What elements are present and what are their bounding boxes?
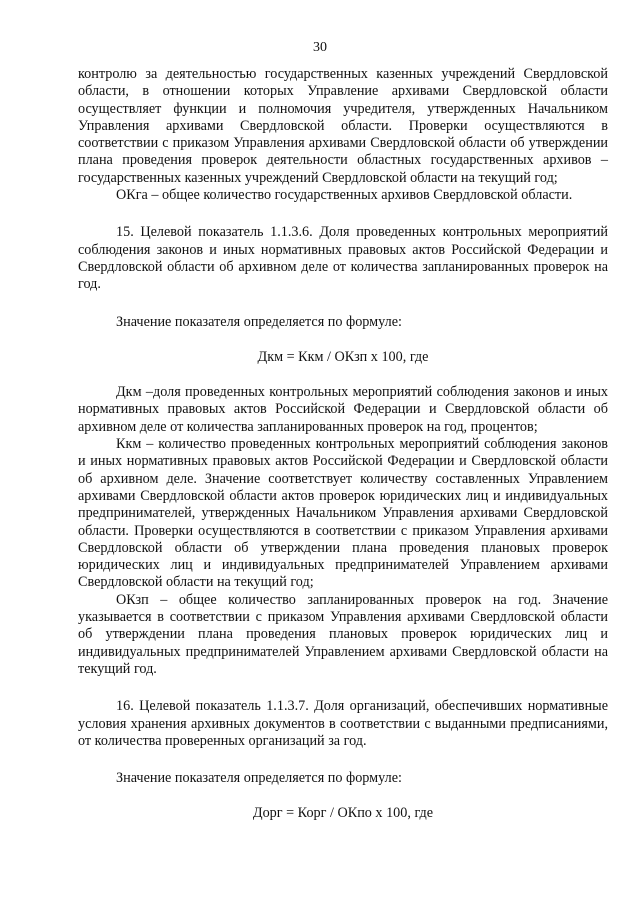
paragraph-indicator-15: 15. Целевой показатель 1.1.3.6. Доля проведенных контрольных мероприятий соблюдения законов и иных нормативных правовых актов Российской Федерации и Свердловской области об архивном деле от количества запланированных проверок на год. [78, 224, 608, 293]
paragraph-okzp-definition: ОКзп – общее количество запланированных проверок на год. Значение указывается в соответствии с приказом Управления архивами Свердловской области об утверждении плана проведения плановых проверок юридических лиц и индивидуальных предпринимателей Управлением архивами Свердловской области на текущий год. [78, 591, 608, 677]
formula-dkm: Дкм = Ккм / ОКзп х 100, где [257, 348, 429, 365]
document-body [78, 66, 608, 841]
paragraph-dkm-definition: Дкм –доля проведенных контрольных мероприятий соблюдения законов и иных нормативных правовых актов Российской Федерации и Свердловской области об архивном деле от количества запланированных проверок на год, процентов; [78, 384, 608, 435]
paragraph-kkm-definition: Ккм – количество проведенных контрольных мероприятий соблюдения законов и иных нормативных правовых актов Российской Федерации и Свердловской области об архивном деле. Значение соответствует количеству составленных Управлением архивами Свердловской области актов проверок юридических лиц и индивидуальных предпринимателей, утвержденных Начальником Управления архивами Свердловской области. Проверки осуществляются в соответствии с приказом Управления архивами Свердловской области об утверждении плана проведения плановых проверок юридических лиц и индивидуальных предпринимателей Управлением архивами Свердловской области на текущий год; [78, 436, 608, 591]
paragraph-formula-intro-1: Значение показателя определяется по формуле: [116, 313, 402, 330]
formula-dorg: Дорг = Корг / ОКпо х 100, где [252, 805, 434, 822]
page-number: 30 [313, 40, 327, 55]
paragraph-okga-definition: ОКга – общее количество государственных архивов Свердловской области. [116, 187, 573, 204]
paragraph-formula-intro-2: Значение показателя определяется по формуле: [116, 770, 402, 787]
paragraph-indicator-16: 16. Целевой показатель 1.1.3.7. Доля организаций, обеспечивших нормативные условия хранения архивных документов в соответствии с выданными предписаниями, от количества проверенных организаций за год. [78, 698, 608, 749]
paragraph-control-activity: контролю за деятельностью государственных казенных учреждений Свердловской области, в отношении которых Управление архивами Свердловской области осуществляет функции и полномочия учредителя, утвержденных Начальником Управления архивами Свердловской области. Проверки осуществляются в соответствии с приказом Управления архивами Свердловской области об утверждении плана проведения проверок деятельности областных государственных архивов – государственных казенных учреждений Свердловской области на текущий год; [78, 66, 608, 186]
